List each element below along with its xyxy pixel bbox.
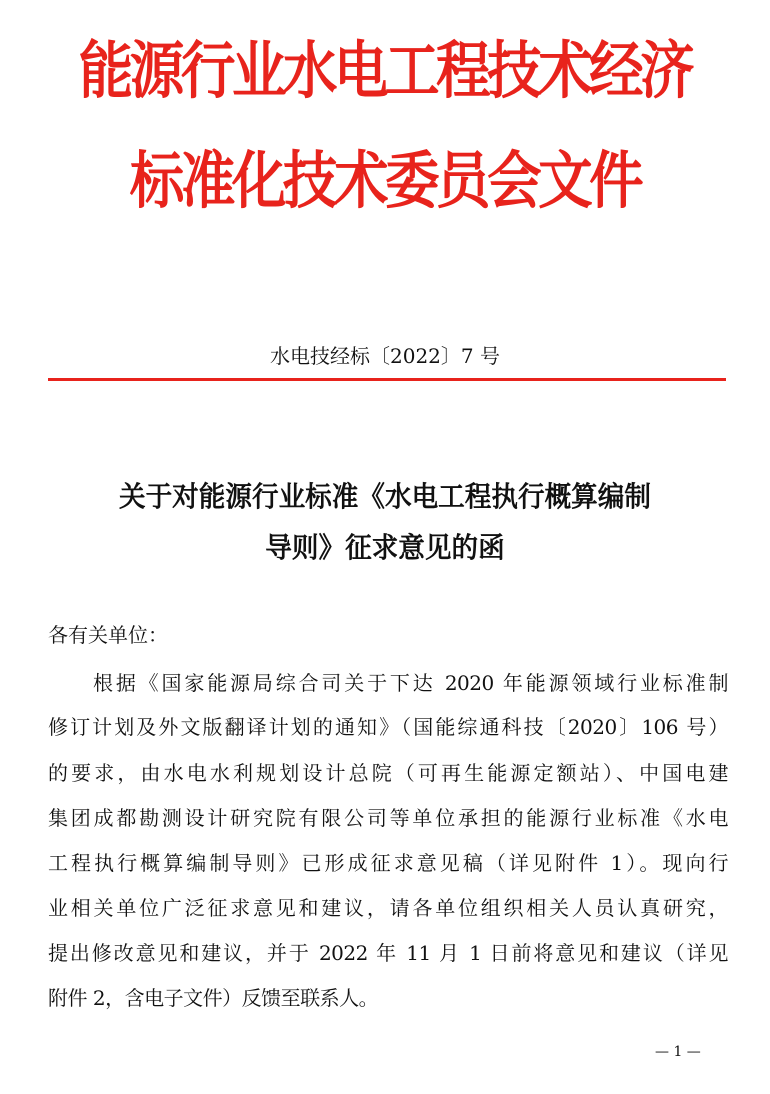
body-text-line: 提出修改意见和建议，并于 2022 年 11 月 1 日前将意见和建议（详见 xyxy=(48,941,728,965)
body-text-line: 的要求，由水电水利规划设计总院（可再生能源定额站）、中国电建 xyxy=(48,761,728,785)
letter-title-line-2: 导则》征求意见的函 xyxy=(265,531,505,564)
body-text-line: 修订计划及外文版翻译计划的通知》（国能综通科技〔2020〕106 号） xyxy=(48,715,728,739)
salutation: 各有关单位： xyxy=(48,623,168,647)
red-divider-rule xyxy=(48,378,726,381)
body-text-line: 工程执行概算编制导则》已形成征求意见稿（详见附件 1）。现向行 xyxy=(48,851,728,875)
document-number: 水电技经标〔2022〕7 号 xyxy=(270,344,500,368)
page-number: — 1 — xyxy=(655,1044,701,1060)
body-text-line: 附件 2，含电子文件）反馈至联系人。 xyxy=(48,986,379,1010)
body-text-line: 集团成都勘测设计研究院有限公司等单位承担的能源行业标准《水电 xyxy=(48,806,728,830)
letter-title-line-1: 关于对能源行业标准《水电工程执行概算编制 xyxy=(118,480,651,513)
body-text-line: 根据《国家能源局综合司关于下达 2020 年能源领域行业标准制 xyxy=(93,671,728,695)
body-text-line: 业相关单位广泛征求意见和建议，请各单位组织相关人员认真研究， xyxy=(48,896,728,920)
letterhead-line-1: 能源行业水电工程技术经济 xyxy=(78,34,692,107)
letterhead-line-2: 标准化技术委员会文件 xyxy=(129,144,641,217)
